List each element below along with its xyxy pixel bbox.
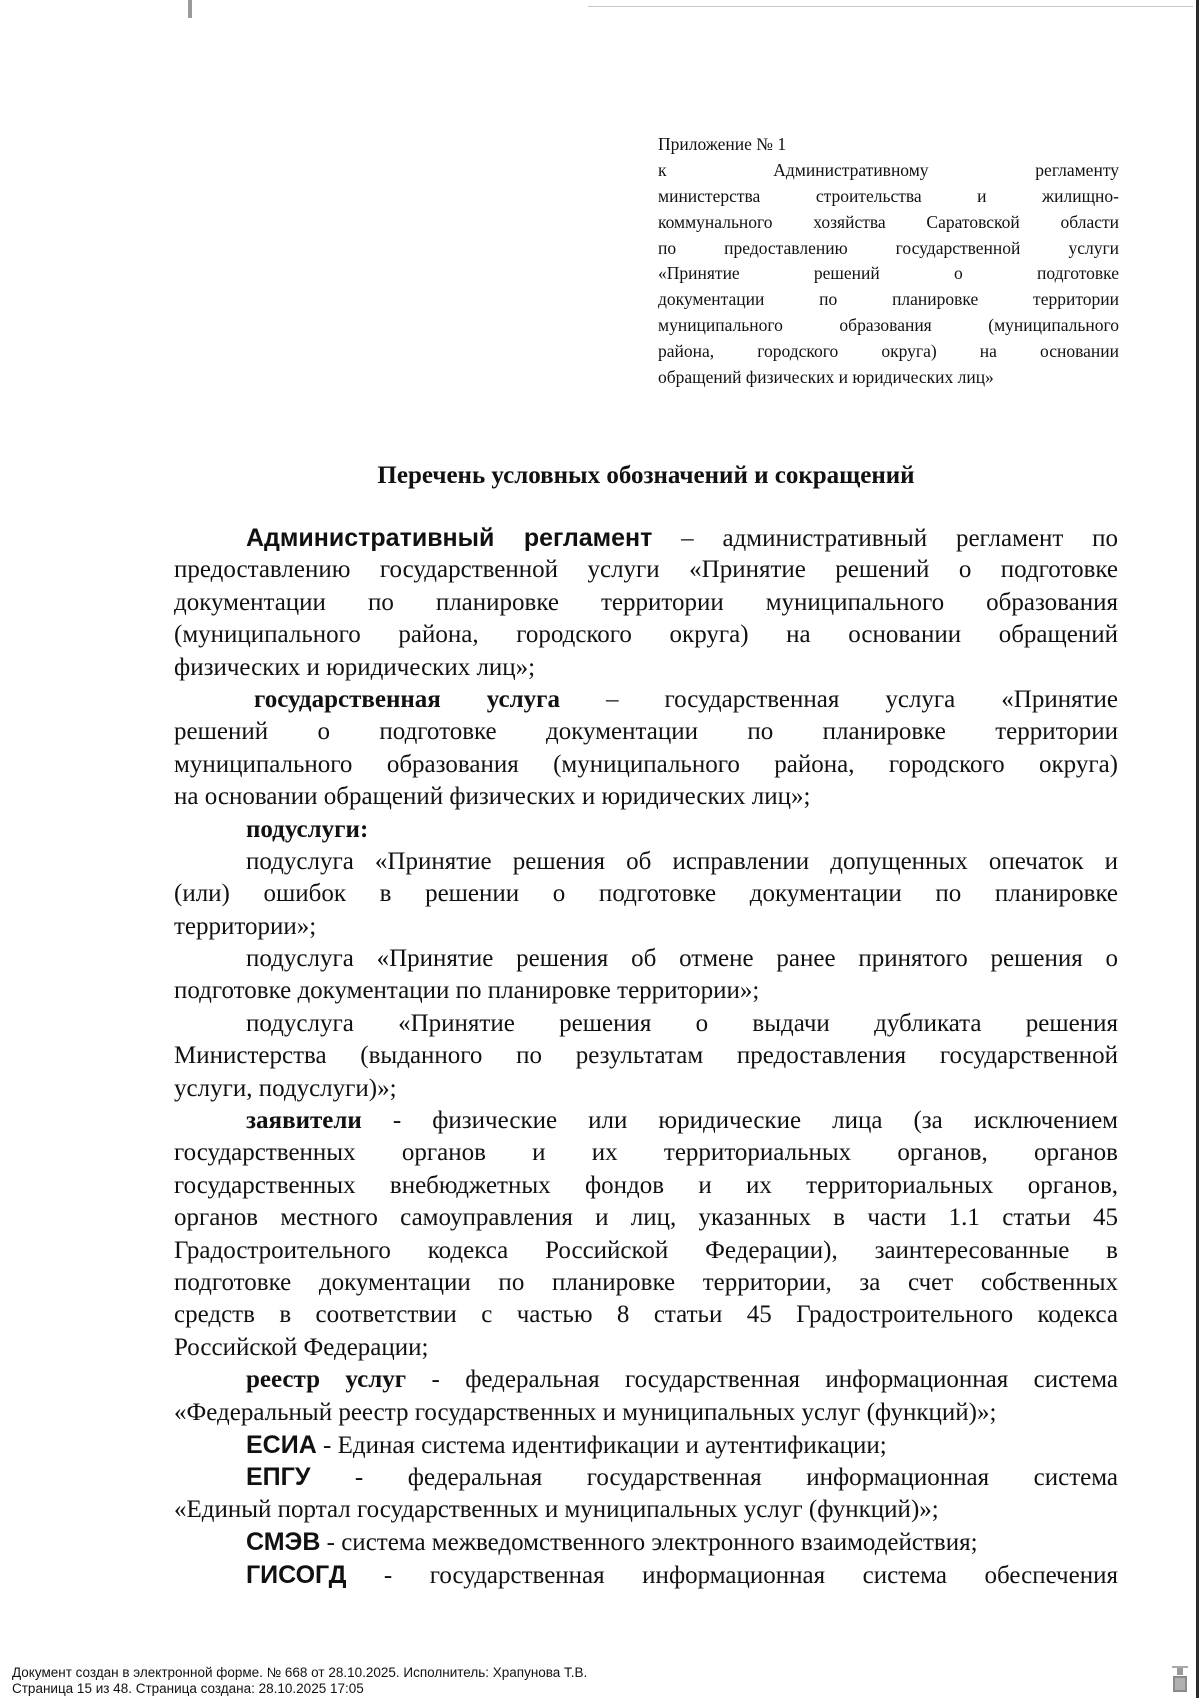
definition-line: органов местного самоуправления и лиц, указанных в части 1.1 статьи 45 — [174, 1204, 1118, 1232]
definition-line: физических и юридических лиц»; — [174, 653, 536, 681]
definition-line: территории»; — [174, 912, 317, 940]
appendix-line: муниципального образования (муниципального — [658, 315, 1119, 336]
definition-line: (или) ошибок в решении о подготовке документации по планировке — [174, 880, 1118, 908]
term: СМЭВ — [246, 1528, 321, 1557]
page-title: Перечень условных обозначений и сокращений — [377, 462, 915, 489]
term: ГИСОГД — [246, 1560, 347, 1589]
page-edge — [1196, 0, 1199, 1698]
appendix-line: документации по планировке территории — [658, 289, 1119, 310]
definition-line: заявители - физические или юридические лица (за исключением — [246, 1107, 1118, 1135]
definition-line: ЕСИА - Единая система идентификации и аутентификации; — [246, 1430, 887, 1459]
scan-artifact — [188, 0, 192, 18]
footer-line: Страница 15 из 48. Страница создана: 28.10.2025 17:05 — [12, 1681, 364, 1696]
definition-line: ЕПГУ - федеральная государственная информационная система — [246, 1463, 1118, 1492]
definition-line: подготовке документации по планировке территории, за счет собственных — [174, 1268, 1118, 1296]
appendix-header — [658, 132, 1119, 391]
definition-line: подуслуга «Принятие решения о выдачи дубликата решения — [246, 1009, 1118, 1037]
appendix-line: к Административному регламенту — [658, 159, 1119, 180]
definition-line: на основании обращений физических и юридических лиц»; — [174, 783, 811, 811]
term: Административный регламент — [246, 524, 653, 552]
term: ЕСИА — [246, 1430, 317, 1459]
footer-line: Документ создан в электронной форме. № 668 от 28.10.2025. Исполнитель: Храпунова Т.В. — [12, 1665, 588, 1680]
subsection-heading: подуслуги: — [246, 815, 369, 843]
definition-line: средств в соответствии с частью 8 статьи 45 Градостроительного кодекса — [174, 1301, 1118, 1329]
term: государственная услуга — [254, 685, 560, 713]
definition-line: решений о подготовке документации по планировке территории — [174, 718, 1118, 746]
appendix-line: «Принятие решений о подготовке — [658, 263, 1119, 284]
definition-line: подготовке документации по планировке территории»; — [174, 977, 760, 1005]
appendix-line: обращений физических и юридических лиц» — [658, 367, 994, 388]
term: реестр услуг — [246, 1366, 407, 1394]
definition-line: государственных внебюджетных фондов и их территориальных органов, — [174, 1171, 1118, 1199]
definition-line: СМЭВ - система межведомственного электронного взаимодействия; — [246, 1528, 978, 1557]
definition-line: предоставлению государственной услуги «Принятие решений о подготовке — [174, 556, 1118, 584]
definition-line: (муниципального района, городского округа) на основании обращений — [174, 621, 1118, 649]
definition-line: государственных органов и их территориальных органов, органов — [174, 1139, 1118, 1167]
document-footer — [12, 1665, 587, 1697]
scan-artifact — [588, 6, 1193, 7]
definition-line: «Единый портал государственных и муниципальных услуг (функций)»; — [174, 1495, 939, 1523]
definition-line: «Федеральный реестр государственных и муниципальных услуг (функций)»; — [174, 1398, 997, 1426]
definition-line: подуслуга «Принятие решения об отмене ранее принятого решения о — [246, 945, 1118, 973]
definition-line: Министерства (выданного по результатам предоставления государственной — [174, 1042, 1118, 1070]
definition-line: Российской Федерации; — [174, 1333, 429, 1361]
definition-line: ГИСОГД - государственная информационная система обеспечения — [246, 1560, 1118, 1589]
definition-line: подуслуга «Принятие решения об исправлении допущенных опечаток и — [246, 847, 1118, 875]
appendix-line: района, городского округа) на основании — [658, 341, 1119, 362]
definition-line: услуги, подуслуги)»; — [174, 1074, 397, 1102]
stamp-icon — [1171, 1666, 1189, 1692]
definitions-list — [174, 522, 1118, 1591]
definition-line: Градостроительного кодекса Российской Федерации), заинтересованные в — [174, 1236, 1118, 1264]
definition-line: документации по планировке территории муниципального образования — [174, 588, 1118, 616]
appendix-line: коммунального хозяйства Саратовской области — [658, 211, 1119, 232]
term: ЕПГУ — [246, 1463, 311, 1492]
definition-line: муниципального образования (муниципального района, городского округа) — [174, 750, 1118, 778]
definition-line: Административный регламент – административный регламент по — [246, 524, 1118, 552]
appendix-line: министерства строительства и жилищно- — [658, 185, 1119, 206]
appendix-line: Приложение № 1 — [658, 134, 787, 154]
appendix-line: по предоставлению государственной услуги — [658, 237, 1119, 258]
definition-line: реестр услуг - федеральная государственная информационная система — [246, 1366, 1118, 1394]
term: заявители — [246, 1107, 362, 1135]
definition-line: государственная услуга – государственная услуга «Принятие — [254, 685, 1118, 713]
